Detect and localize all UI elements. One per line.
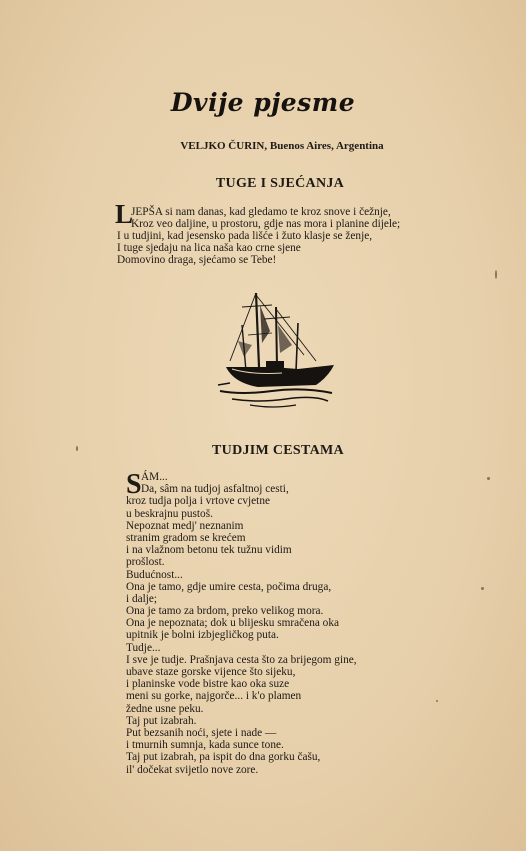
poem-line: Taj put izabrah, pa ispit do dna gorku čašu, [126, 751, 321, 764]
poem-line: Da, sâm na tudjoj asfaltnoj cesti, [141, 483, 289, 496]
poem-line: žedne usne peku. [126, 702, 204, 715]
paper-speck [436, 700, 438, 702]
poem-line: Tudje... [126, 641, 161, 654]
poem-line: i tmurnih sumnja, kada sunce tone. [126, 739, 284, 752]
poem-line: Kroz veo daljine, u prostoru, gdje nas mora i planine dijele; [131, 218, 401, 231]
poem-line: I tuge sjedaju na lica naša kao crne sjene [117, 242, 301, 255]
poem-line: Budućnost... [126, 568, 183, 581]
poem-line: i dalje; [126, 592, 158, 605]
poem-line: i planinske vode bistre kao oka suze [126, 678, 290, 691]
sailing-ship-illustration [212, 285, 342, 415]
poem-line: stranim gradom se krećem [126, 531, 246, 544]
poem-line: meni su gorke, najgorče... i k'o plamen [126, 690, 302, 703]
poem-line: JEPŠA si nam danas, kad gledamo te kroz snove i čežnje, [131, 206, 391, 218]
paper-speck [76, 446, 78, 451]
poem-line: Taj put izabrah. [126, 714, 197, 727]
poem-line: i na vlažnom betonu tek tužnu vidim [126, 544, 292, 557]
poem-line: ubave staze gorske vijence što sijeku, [126, 666, 296, 678]
drop-cap-letter: S [126, 469, 142, 500]
poem-line: Nepoznat medj' neznanim [126, 519, 244, 532]
poem-line: Ona je tamo za brdom, preko velikog mora. [126, 605, 324, 618]
drop-cap-letter: L [115, 199, 134, 229]
poem-title-tudjim-cestama: TUDJIM CESTAMA [212, 443, 344, 458]
poem-line: ÁM... [141, 471, 168, 483]
author-byline: VELJKO ČURIN, Buenos Aires, Argentina [180, 140, 384, 152]
paper-speck [487, 477, 490, 480]
poem-tudjim-cestama [126, 471, 357, 776]
poem-line: I u tudjini, kad jesensko pada lišće i žuto klasje se ženje, [117, 230, 373, 243]
paper-speck [495, 270, 497, 279]
poem-line: Put bezsanih noći, sjete i nade — [126, 726, 277, 739]
poem-line: Domovino draga, sjećamo se Tebe! [117, 254, 277, 267]
paper-speck [481, 587, 484, 590]
poem-line: upitnik je bolni izbjegličkog puta. [126, 629, 279, 642]
poem-line: Ona je tamo, gdje umire cesta, počima druga, [126, 580, 332, 593]
poem-line: prošlost. [126, 556, 165, 569]
poem-line: I sve je tudje. Prašnjava cesta što za brijegom gine, [126, 653, 357, 666]
poem-line: kroz tudja polja i vrtove cvjetne [126, 495, 270, 508]
poem-tuge-i-sjecanja [117, 206, 400, 266]
poem-title-tuge-i-sjecanja: TUGE I SJEĆANJA [215, 176, 345, 191]
page-title: Dvije pjesme [170, 88, 356, 117]
poem-line: u beskrajnu pustoš. [126, 507, 213, 520]
poem-line: Ona je nepoznata; dok u blijesku smračena oka [126, 617, 339, 630]
poem-line: il' dočekat svijetlo nove zore. [126, 763, 259, 776]
